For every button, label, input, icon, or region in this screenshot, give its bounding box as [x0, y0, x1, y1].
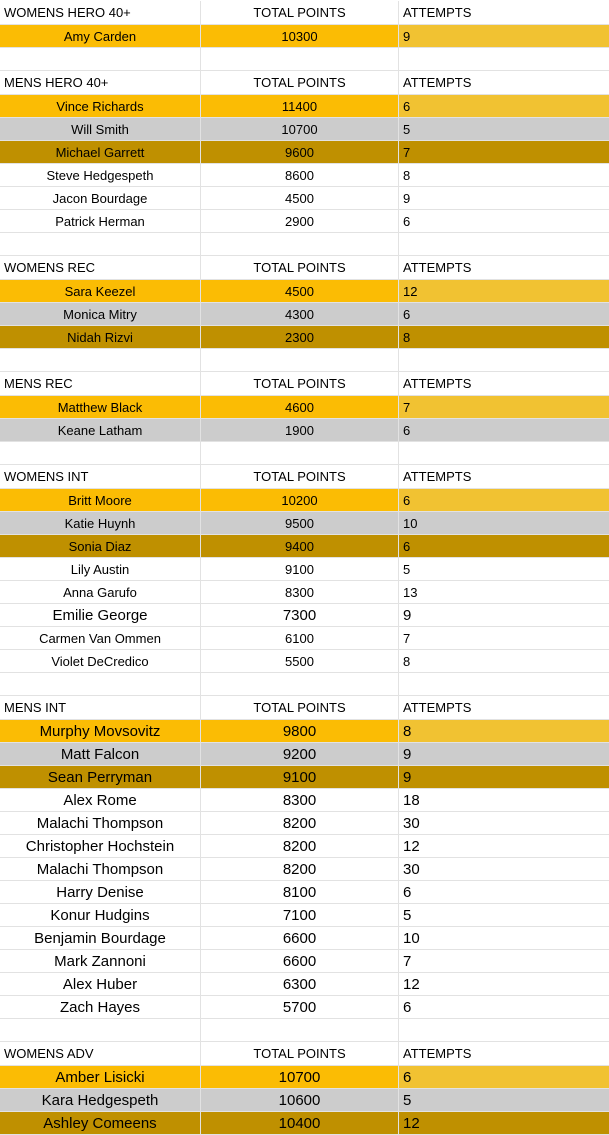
total-points-cell[interactable]: 8600 [201, 164, 399, 187]
attempts-cell[interactable]: 6 [399, 489, 609, 512]
table-row [0, 650, 609, 673]
attempts-cell[interactable]: 12 [399, 280, 609, 303]
section-title[interactable]: MENS REC [0, 372, 201, 396]
attempts-cell[interactable]: 7 [399, 396, 609, 419]
attempts-cell[interactable]: 9 [399, 766, 609, 789]
total-points-header[interactable]: TOTAL POINTS [201, 256, 399, 280]
total-points-cell[interactable]: 4600 [201, 396, 399, 419]
attempts-header[interactable]: ATTEMPTS [399, 1042, 609, 1066]
athlete-name-cell[interactable]: Alex Rome [0, 789, 201, 812]
attempts-cell[interactable]: 13 [399, 581, 609, 604]
athlete-name-cell[interactable]: Christopher Hochstein [0, 835, 201, 858]
table-row [0, 720, 609, 743]
table-row [0, 164, 609, 187]
table-row [0, 419, 609, 442]
table-row [0, 581, 609, 604]
empty-cell[interactable] [201, 349, 399, 372]
athlete-name-cell[interactable]: Matt Falcon [0, 743, 201, 766]
table-row [0, 835, 609, 858]
attempts-cell[interactable]: 30 [399, 812, 609, 835]
section-title[interactable]: MENS HERO 40+ [0, 71, 201, 95]
table-row [0, 881, 609, 904]
athlete-name-cell[interactable]: Violet DeCredico [0, 650, 201, 673]
table-row [0, 604, 609, 627]
athlete-name-cell[interactable]: Mark Zannoni [0, 950, 201, 973]
total-points-header[interactable]: TOTAL POINTS [201, 1042, 399, 1066]
empty-cell[interactable] [399, 233, 609, 256]
attempts-header[interactable]: ATTEMPTS [399, 372, 609, 396]
total-points-cell[interactable]: 9400 [201, 535, 399, 558]
total-points-cell[interactable]: 6100 [201, 627, 399, 650]
total-points-cell[interactable]: 9100 [201, 766, 399, 789]
attempts-cell[interactable]: 6 [399, 881, 609, 904]
total-points-cell[interactable]: 10200 [201, 489, 399, 512]
table-row [0, 904, 609, 927]
empty-cell[interactable] [201, 442, 399, 465]
table-row [0, 489, 609, 512]
attempts-cell[interactable]: 5 [399, 904, 609, 927]
attempts-cell[interactable]: 6 [399, 535, 609, 558]
attempts-cell[interactable]: 8 [399, 326, 609, 349]
total-points-cell[interactable]: 9100 [201, 558, 399, 581]
total-points-cell[interactable]: 9800 [201, 720, 399, 743]
athlete-name-cell[interactable]: Carmen Van Ommen [0, 627, 201, 650]
total-points-header[interactable]: TOTAL POINTS [201, 372, 399, 396]
table-row [0, 512, 609, 535]
attempts-cell[interactable]: 6 [399, 95, 609, 118]
total-points-cell[interactable]: 10400 [201, 1112, 399, 1135]
attempts-header[interactable]: ATTEMPTS [399, 465, 609, 489]
attempts-cell[interactable]: 18 [399, 789, 609, 812]
attempts-cell[interactable]: 30 [399, 858, 609, 881]
empty-cell[interactable] [0, 673, 201, 696]
attempts-cell[interactable]: 10 [399, 927, 609, 950]
table-row [0, 996, 609, 1019]
attempts-header[interactable]: ATTEMPTS [399, 1, 609, 25]
total-points-header[interactable]: TOTAL POINTS [201, 71, 399, 95]
attempts-cell[interactable]: 9 [399, 604, 609, 627]
attempts-cell[interactable]: 7 [399, 950, 609, 973]
total-points-header[interactable]: TOTAL POINTS [201, 465, 399, 489]
empty-cell[interactable] [201, 48, 399, 71]
empty-row [0, 233, 609, 256]
attempts-cell[interactable]: 6 [399, 996, 609, 1019]
athlete-name-cell[interactable]: Ashley Comeens [0, 1112, 201, 1135]
total-points-cell[interactable]: 10300 [201, 25, 399, 48]
total-points-cell[interactable]: 6600 [201, 950, 399, 973]
table-row [0, 766, 609, 789]
athlete-name-cell[interactable]: Nidah Rizvi [0, 326, 201, 349]
table-row [0, 280, 609, 303]
athlete-name-cell[interactable]: Malachi Thompson [0, 858, 201, 881]
empty-cell[interactable] [399, 673, 609, 696]
attempts-cell[interactable]: 8 [399, 164, 609, 187]
attempts-cell[interactable]: 5 [399, 1089, 609, 1112]
attempts-cell[interactable]: 5 [399, 118, 609, 141]
section-title[interactable]: WOMENS ADV [0, 1042, 201, 1066]
empty-row [0, 1019, 609, 1042]
empty-cell[interactable] [0, 442, 201, 465]
table-row [0, 627, 609, 650]
athlete-name-cell[interactable]: Benjamin Bourdage [0, 927, 201, 950]
athlete-name-cell[interactable]: Britt Moore [0, 489, 201, 512]
total-points-cell[interactable]: 11400 [201, 95, 399, 118]
total-points-header[interactable]: TOTAL POINTS [201, 1, 399, 25]
athlete-name-cell[interactable]: Katie Huynh [0, 512, 201, 535]
table-row [0, 973, 609, 996]
athlete-name-cell[interactable]: Sean Perryman [0, 766, 201, 789]
attempts-cell[interactable]: 12 [399, 835, 609, 858]
total-points-cell[interactable]: 9200 [201, 743, 399, 766]
empty-cell[interactable] [399, 48, 609, 71]
table-row [0, 743, 609, 766]
attempts-cell[interactable]: 10 [399, 512, 609, 535]
attempts-cell[interactable]: 5 [399, 558, 609, 581]
total-points-cell[interactable]: 8300 [201, 789, 399, 812]
total-points-cell[interactable]: 4500 [201, 187, 399, 210]
table-row [0, 1066, 609, 1089]
athlete-name-cell[interactable]: Lily Austin [0, 558, 201, 581]
athlete-name-cell[interactable]: Murphy Movsovitz [0, 720, 201, 743]
section-header-row [0, 696, 609, 720]
athlete-name-cell[interactable]: Alex Huber [0, 973, 201, 996]
total-points-cell[interactable]: 4300 [201, 303, 399, 326]
total-points-cell[interactable]: 2300 [201, 326, 399, 349]
total-points-cell[interactable]: 5500 [201, 650, 399, 673]
table-row [0, 858, 609, 881]
attempts-cell[interactable]: 8 [399, 650, 609, 673]
athlete-name-cell[interactable]: Kara Hedgespeth [0, 1089, 201, 1112]
table-row [0, 118, 609, 141]
total-points-cell[interactable]: 8200 [201, 835, 399, 858]
total-points-cell[interactable]: 7100 [201, 904, 399, 927]
attempts-header[interactable]: ATTEMPTS [399, 71, 609, 95]
athlete-name-cell[interactable]: Will Smith [0, 118, 201, 141]
athlete-name-cell[interactable]: Sara Keezel [0, 280, 201, 303]
total-points-cell[interactable]: 1900 [201, 419, 399, 442]
attempts-cell[interactable]: 12 [399, 1112, 609, 1135]
attempts-cell[interactable]: 9 [399, 187, 609, 210]
empty-cell[interactable] [0, 349, 201, 372]
attempts-cell[interactable]: 6 [399, 303, 609, 326]
table-row [0, 558, 609, 581]
empty-cell[interactable] [201, 233, 399, 256]
athlete-name-cell[interactable]: Amy Carden [0, 25, 201, 48]
table-row [0, 396, 609, 419]
total-points-cell[interactable]: 8200 [201, 812, 399, 835]
table-row [0, 187, 609, 210]
section-header-row [0, 1, 609, 25]
table-row [0, 303, 609, 326]
athlete-name-cell[interactable]: Patrick Herman [0, 210, 201, 233]
attempts-cell[interactable]: 6 [399, 419, 609, 442]
empty-cell[interactable] [201, 1019, 399, 1042]
section-header-row [0, 1042, 609, 1066]
athlete-name-cell[interactable]: Michael Garrett [0, 141, 201, 164]
section-title[interactable]: MENS INT [0, 696, 201, 720]
empty-row [0, 48, 609, 71]
attempts-cell[interactable]: 7 [399, 141, 609, 164]
total-points-cell[interactable]: 6300 [201, 973, 399, 996]
table-row [0, 1112, 609, 1135]
attempts-cell[interactable]: 9 [399, 25, 609, 48]
total-points-cell[interactable]: 8200 [201, 858, 399, 881]
total-points-header[interactable]: TOTAL POINTS [201, 696, 399, 720]
empty-cell[interactable] [399, 1019, 609, 1042]
section-header-row [0, 372, 609, 396]
table-row [0, 141, 609, 164]
attempts-cell[interactable]: 8 [399, 720, 609, 743]
empty-cell[interactable] [0, 233, 201, 256]
attempts-cell[interactable]: 6 [399, 210, 609, 233]
table-row [0, 95, 609, 118]
table-row [0, 535, 609, 558]
table-row [0, 210, 609, 233]
athlete-name-cell[interactable]: Malachi Thompson [0, 812, 201, 835]
athlete-name-cell[interactable]: Harry Denise [0, 881, 201, 904]
total-points-cell[interactable]: 4500 [201, 280, 399, 303]
total-points-cell[interactable]: 10600 [201, 1089, 399, 1112]
total-points-cell[interactable]: 8100 [201, 881, 399, 904]
athlete-name-cell[interactable]: Amber Lisicki [0, 1066, 201, 1089]
athlete-name-cell[interactable]: Anna Garufo [0, 581, 201, 604]
attempts-cell[interactable]: 12 [399, 973, 609, 996]
total-points-cell[interactable]: 8300 [201, 581, 399, 604]
athlete-name-cell[interactable]: Monica Mitry [0, 303, 201, 326]
athlete-name-cell[interactable]: Keane Latham [0, 419, 201, 442]
total-points-cell[interactable]: 9600 [201, 141, 399, 164]
section-header-row [0, 465, 609, 489]
empty-cell[interactable] [201, 673, 399, 696]
athlete-name-cell[interactable]: Zach Hayes [0, 996, 201, 1019]
section-header-row [0, 256, 609, 280]
table-row [0, 25, 609, 48]
empty-cell[interactable] [399, 349, 609, 372]
athlete-name-cell[interactable]: Steve Hedgespeth [0, 164, 201, 187]
athlete-name-cell[interactable]: Emilie George [0, 604, 201, 627]
empty-cell[interactable] [399, 442, 609, 465]
total-points-cell[interactable]: 9500 [201, 512, 399, 535]
attempts-cell[interactable]: 9 [399, 743, 609, 766]
total-points-cell[interactable]: 7300 [201, 604, 399, 627]
attempts-header[interactable]: ATTEMPTS [399, 256, 609, 280]
attempts-cell[interactable]: 6 [399, 1066, 609, 1089]
section-header-row [0, 71, 609, 95]
athlete-name-cell[interactable]: Matthew Black [0, 396, 201, 419]
section-title[interactable]: WOMENS REC [0, 256, 201, 280]
empty-cell[interactable] [0, 1019, 201, 1042]
table-row [0, 1089, 609, 1112]
athlete-name-cell[interactable]: Vince Richards [0, 95, 201, 118]
attempts-header[interactable]: ATTEMPTS [399, 696, 609, 720]
table-row [0, 927, 609, 950]
table-row [0, 789, 609, 812]
section-title[interactable]: WOMENS INT [0, 465, 201, 489]
total-points-cell[interactable]: 10700 [201, 118, 399, 141]
table-row [0, 950, 609, 973]
empty-cell[interactable] [0, 48, 201, 71]
empty-row [0, 442, 609, 465]
section-title[interactable]: WOMENS HERO 40+ [0, 1, 201, 25]
athlete-name-cell[interactable]: Jacon Bourdage [0, 187, 201, 210]
table-row [0, 812, 609, 835]
athlete-name-cell[interactable]: Sonia Diaz [0, 535, 201, 558]
total-points-cell[interactable]: 5700 [201, 996, 399, 1019]
total-points-cell[interactable]: 6600 [201, 927, 399, 950]
athlete-name-cell[interactable]: Konur Hudgins [0, 904, 201, 927]
total-points-cell[interactable]: 10700 [201, 1066, 399, 1089]
attempts-cell[interactable]: 7 [399, 627, 609, 650]
empty-row [0, 673, 609, 696]
total-points-cell[interactable]: 2900 [201, 210, 399, 233]
table-row [0, 326, 609, 349]
empty-row [0, 349, 609, 372]
